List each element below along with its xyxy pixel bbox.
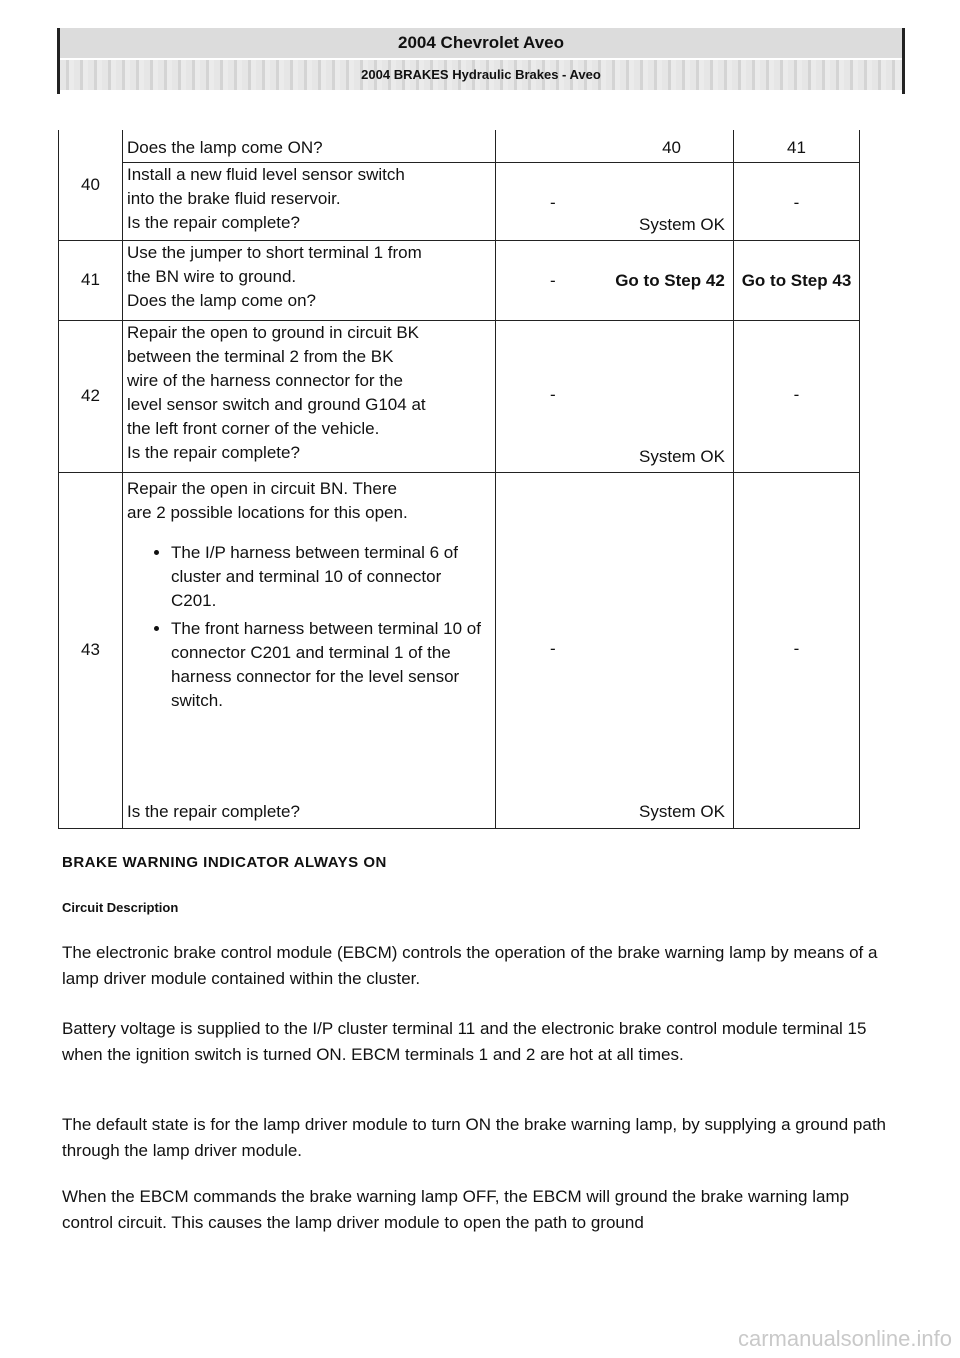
yes-result: Go to Step 42: [615, 270, 725, 290]
value-text: -: [550, 192, 556, 212]
yes-result: System OK: [639, 214, 725, 234]
diagnostic-table: [58, 130, 860, 829]
page-header: [57, 28, 905, 94]
manual-title: 2004 Chevrolet Aveo: [60, 28, 902, 60]
action-text: Repair the open in circuit BN. There are 2 possible locations for this open. • The I/P harness between terminal 6 of cluster and terminal 10 of connector C201. • The front harness between terminal 10 of connector C201 and terminal 1 of the harness connector for the level sensor switch. Is the repair complete?: [123, 472, 496, 828]
value-cell: [496, 472, 734, 828]
watermark: carmanualsonline.info: [737, 1326, 952, 1351]
no-result: 41: [734, 130, 860, 162]
value-cell: [496, 162, 734, 240]
no-result: -: [734, 162, 860, 240]
repair-question: Is the repair complete?: [127, 801, 300, 821]
list-item: • The front harness between terminal 10 of connector C201 and terminal 1 of the harness connector for the level sensor switch.: [171, 617, 491, 713]
table-row: [59, 472, 860, 828]
paragraph: The electronic brake control module (EBCM) controls the operation of the brake warning lamp by means of a lamp driver module contained within the cluster.: [62, 943, 878, 988]
yes-result: 40: [662, 138, 681, 157]
table-row: [59, 162, 860, 240]
action-text: Repair the open to ground in circuit BK between the terminal 2 from the BK wire of the harness connector for the level sensor switch and ground G104 at the left front corner of the vehicle. Is the repair complete?: [123, 320, 496, 472]
action-text: Use the jumper to short terminal 1 from the BN wire to ground. Does the lamp come on?: [123, 240, 496, 320]
section-subheading: Circuit Description: [62, 900, 179, 915]
value-text: -: [550, 384, 556, 404]
action-text: Install a new fluid level sensor switch into the brake fluid reservoir. Is the repair complete?: [123, 162, 496, 240]
yes-result: System OK: [639, 446, 725, 466]
no-result: -: [734, 320, 860, 472]
paragraph: Battery voltage is supplied to the I/P cluster terminal 11 and the electronic brake control module terminal 15 when the ignition switch is turned ON. EBCM terminals 1 and 2 are hot at all times.: [62, 1019, 867, 1064]
no-result: Go to Step 43: [734, 240, 860, 320]
list-item: • The I/P harness between terminal 6 of cluster and terminal 10 of connector C201.: [171, 541, 491, 613]
value-cell: [496, 320, 734, 472]
value-text: -: [550, 270, 556, 290]
value-cell: [496, 240, 734, 320]
paragraph: The default state is for the lamp driver module to turn ON the brake warning lamp, by supplying a ground path through the lamp driver module.: [62, 1115, 887, 1160]
table-row: [59, 240, 860, 320]
section-heading: BRAKE WARNING INDICATOR ALWAYS ON: [62, 854, 387, 871]
table-row: [59, 130, 860, 162]
step-number: 41: [59, 240, 123, 320]
step-number: 40: [59, 130, 123, 240]
paragraph: When the EBCM commands the brake warning lamp OFF, the EBCM will ground the brake warning lamp control circuit. This causes the lamp driver module to open the path to ground: [62, 1187, 850, 1232]
possible-locations-list: [127, 541, 491, 713]
no-result: -: [734, 472, 860, 828]
manual-subtitle: 2004 BRAKES Hydraulic Brakes - Aveo: [60, 60, 902, 90]
value-cell: [496, 130, 734, 162]
value-text: -: [550, 638, 556, 658]
action-text: Does the lamp come ON?: [123, 130, 496, 162]
step-number: 43: [59, 472, 123, 828]
yes-result: System OK: [639, 801, 725, 821]
table-row: [59, 320, 860, 472]
step-number: 42: [59, 320, 123, 472]
